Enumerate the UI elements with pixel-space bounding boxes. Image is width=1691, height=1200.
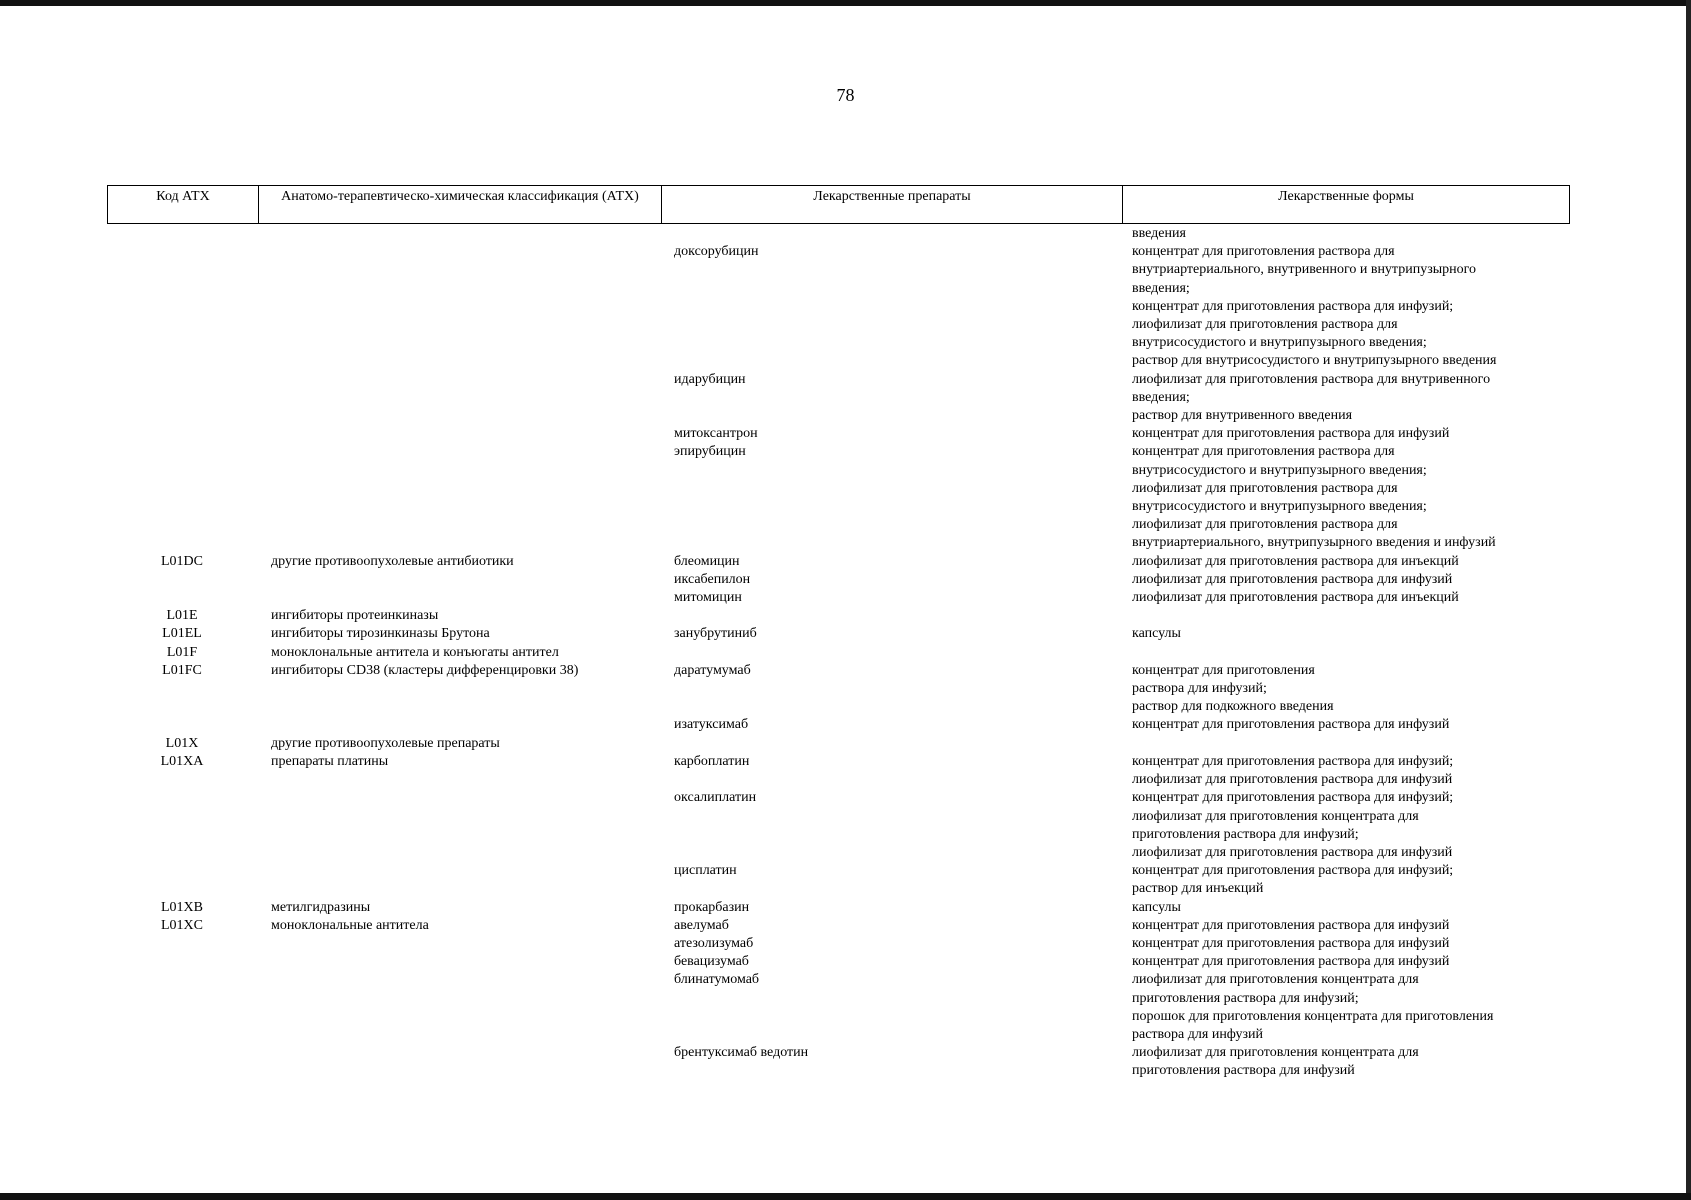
scan-edge-top (0, 0, 1691, 6)
drug-name-cell: атезолизумаб (674, 935, 754, 951)
drug-name-cell: блеомицин (674, 553, 740, 569)
table-header (107, 185, 1570, 224)
table-row (107, 789, 1570, 862)
atc-code-cell: L01XB (161, 899, 203, 915)
table-row (107, 607, 1570, 625)
drug-name-cell: даратумумаб (674, 662, 751, 678)
dosage-forms-cell: концентрат для приготовления раствора для внутрисосудистого и внутрипузырного введения; лиофилизат для приготовления раствора для внутрисосудистого и внутрипузырного введения; лиофилизат для приготовления раствора для внутриартериального, внутрипузырного введения и инфузий (1132, 444, 1496, 551)
atc-code-cell: L01X (165, 735, 199, 751)
table-row (107, 1044, 1570, 1080)
atc-class-cell: другие противоопухолевые антибиотики (271, 553, 514, 569)
atc-code-cell: L01E (166, 608, 198, 624)
dosage-forms-cell: лиофилизат для приготовления раствора для инъекций (1132, 553, 1459, 569)
table-row (107, 553, 1570, 571)
table-row (107, 571, 1570, 589)
table-row (107, 716, 1570, 734)
table-row (107, 935, 1570, 953)
dosage-forms-cell: капсулы (1132, 899, 1181, 915)
table-row (107, 953, 1570, 971)
table-row (107, 243, 1570, 370)
header-drugs: Лекарственные препараты (661, 186, 1122, 223)
table-row (107, 753, 1570, 789)
drug-name-cell: прокарбазин (674, 899, 750, 915)
table-row (107, 425, 1570, 443)
dosage-forms-cell: концентрат для приготовления раствора для внутриартериального, внутривенного и внутрипузырного введения; концентрат для приготовления раствора для инфузий; лиофилизат для приготовления раствора для внутрисосудистого и внутрипузырного введения; раствор для внутрисосудистого и внутрипузырного введения (1132, 244, 1497, 369)
table-row (107, 644, 1570, 662)
drug-name-cell: изатуксимаб (674, 717, 749, 733)
drug-name-cell: оксалиплатин (674, 790, 757, 806)
dosage-forms-cell: концентрат для приготовления раствора для инфузий (1132, 717, 1450, 733)
drug-name-cell: занубрутиниб (674, 626, 757, 642)
scan-edge-right (1686, 0, 1691, 1200)
atc-code-cell: L01XC (161, 917, 203, 933)
dosage-forms-cell: концентрат для приготовления раствора для инфузий; лиофилизат для приготовления концентрата для приготовления раствора для инфузий; лиофилизат для приготовления раствора для инфузий (1132, 790, 1454, 860)
drug-name-cell: доксорубицин (674, 244, 759, 260)
table-row (107, 735, 1570, 753)
drug-name-cell: митоксантрон (674, 426, 758, 442)
table-row (107, 225, 1570, 243)
table-row (107, 971, 1570, 1044)
table-row (107, 371, 1570, 426)
atc-class-cell: другие противоопухолевые препараты (271, 735, 500, 751)
drug-name-cell: бевацизумаб (674, 954, 749, 970)
table-row (107, 862, 1570, 898)
dosage-forms-cell: концентрат для приготовления раствора для инфузий (1132, 917, 1450, 933)
table-body (107, 225, 1570, 1081)
header-atc-classification: Анатомо-терапевтическо-химическая классификация (АТХ) (258, 186, 661, 223)
dosage-forms-cell: лиофилизат для приготовления концентрата для приготовления раствора для инфузий; порошок для приготовления концентрата для приготовления раствора для инфузий (1132, 972, 1494, 1042)
dosage-forms-cell: концентрат для приготовления раствора для инфузий; лиофилизат для приготовления раствора для инфузий (1132, 753, 1454, 788)
dosage-forms-cell: введения (1132, 226, 1186, 241)
drug-name-cell: цисплатин (674, 863, 737, 879)
header-atc-code: Код АТХ (156, 189, 210, 204)
table-row (107, 443, 1570, 552)
page-number: 78 (836, 85, 855, 105)
drug-name-cell: авелумаб (674, 917, 729, 933)
atc-class-cell: ингибиторы тирозинкиназы Брутона (271, 626, 490, 642)
dosage-forms-cell: концентрат для приготовления раствора для инфузий; раствор для подкожного введения (1132, 662, 1334, 715)
atc-class-cell: моноклональные антитела и конъюгаты антител (271, 644, 559, 660)
table-row (107, 917, 1570, 935)
dosage-forms-cell: лиофилизат для приготовления раствора для внутривенного введения; раствор для внутривенного введения (1132, 371, 1491, 424)
drug-name-cell: карбоплатин (674, 753, 750, 769)
header-dosage-forms: Лекарственные формы (1122, 186, 1569, 223)
drug-name-cell: идарубицин (674, 371, 746, 387)
atc-code-cell: L01EL (162, 626, 202, 642)
table-row (107, 589, 1570, 607)
drug-name-cell: брентуксимаб ведотин (674, 1045, 809, 1061)
atc-code-cell: L01XA (160, 753, 204, 769)
atc-code-cell: L01F (166, 644, 198, 660)
dosage-forms-cell: лиофилизат для приготовления раствора для инъекций (1132, 590, 1459, 606)
dosage-forms-cell: концентрат для приготовления раствора для инфузий (1132, 935, 1450, 951)
dosage-forms-cell: лиофилизат для приготовления раствора для инфузий (1132, 571, 1453, 587)
table-row (107, 662, 1570, 717)
dosage-forms-cell: капсулы (1132, 626, 1181, 642)
table-row (107, 625, 1570, 643)
scan-edge-bottom (0, 1193, 1691, 1200)
atc-class-cell: ингибиторы CD38 (кластеры дифференцировки 38) (271, 662, 579, 678)
atc-class-cell: моноклональные антитела (271, 917, 429, 933)
atc-class-cell: препараты платины (271, 753, 389, 769)
atc-code-cell: L01FC (162, 662, 202, 678)
atc-code-cell: L01DC (161, 553, 203, 569)
dosage-forms-cell: концентрат для приготовления раствора для инфузий (1132, 426, 1450, 442)
dosage-forms-cell: концентрат для приготовления раствора для инфузий (1132, 954, 1450, 970)
drug-name-cell: блинатумомаб (674, 972, 760, 988)
drug-name-cell: иксабепилон (674, 571, 751, 587)
dosage-forms-cell: концентрат для приготовления раствора для инфузий; раствор для инъекций (1132, 863, 1454, 897)
drug-name-cell: эпирубицин (674, 444, 746, 460)
atc-class-cell: метилгидразины (271, 899, 371, 915)
dosage-forms-cell: лиофилизат для приготовления концентрата для приготовления раствора для инфузий (1132, 1045, 1419, 1079)
drug-name-cell: митомицин (674, 590, 742, 606)
table-row (107, 899, 1570, 917)
atc-class-cell: ингибиторы протеинкиназы (271, 608, 439, 624)
